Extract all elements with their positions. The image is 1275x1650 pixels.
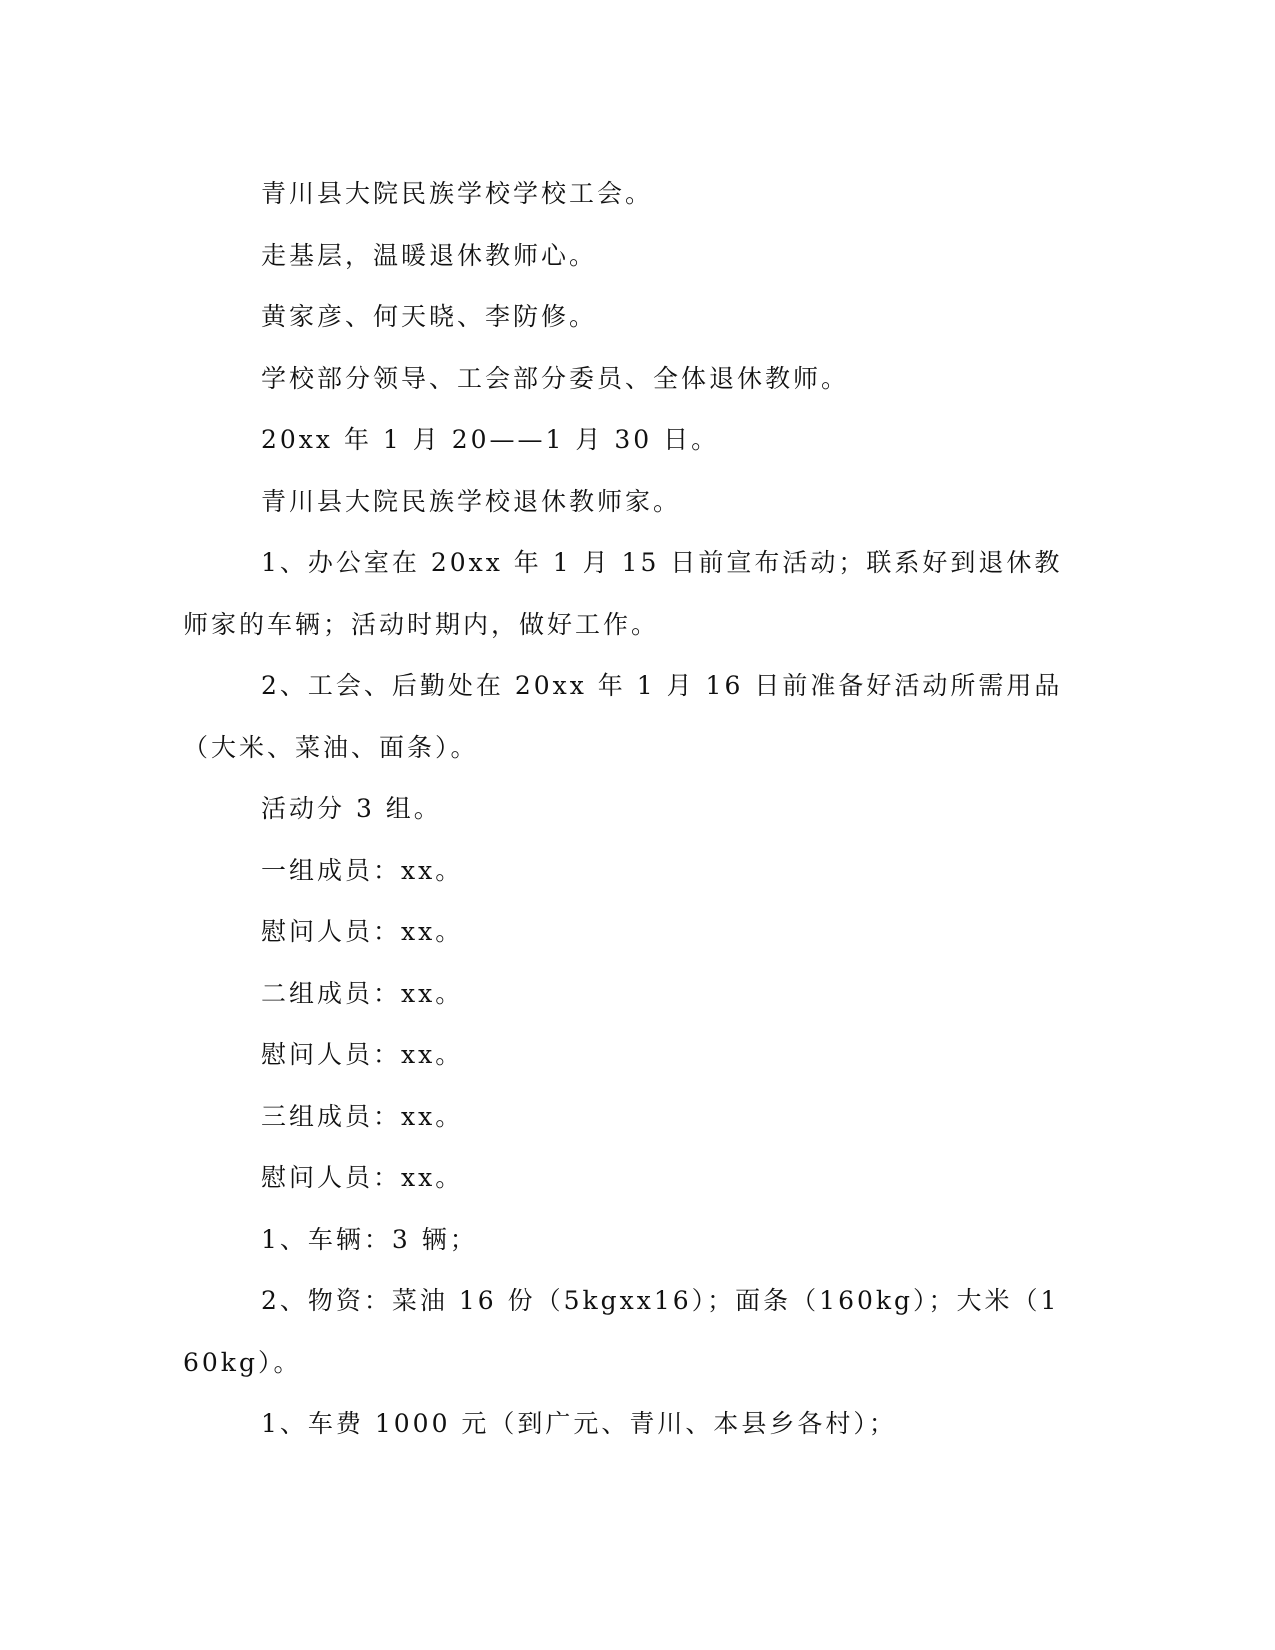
paragraph-group2-visitors: 慰问人员：xx。 <box>261 1040 464 1069</box>
paragraph-location: 青川县大院民族学校退休教师家。 <box>261 486 682 516</box>
paragraph-organizer: 青川县大院民族学校学校工会。 <box>261 179 654 208</box>
document-body <box>183 163 1063 1455</box>
paragraph-group3-visitors: 慰问人员：xx。 <box>261 1163 464 1192</box>
paragraph-leaders: 黄家彦、何天晓、李防修。 <box>261 302 598 331</box>
paragraph-groups: 活动分 3 组。 <box>261 794 442 823</box>
paragraph-group3-members: 三组成员：xx。 <box>261 1101 464 1131</box>
paragraph-date: 20xx 年 1 月 20——1 月 30 日。 <box>261 425 720 454</box>
paragraph-group1-members: 一组成员：xx。 <box>261 855 464 885</box>
paragraph-group1-visitors: 慰问人员：xx。 <box>261 917 464 946</box>
paragraph-union-task: 2、工会、后勤处在 20xx 年 1 月 16 日前准备好活动所需用品（大米、菜油、面条）。 <box>183 671 1063 762</box>
paragraph-office-task: 1、办公室在 20xx 年 1 月 15 日前宣布活动；联系好到退休教师家的车辆；活动时期内，做好工作。 <box>183 548 1063 639</box>
paragraph-vehicles: 1、车辆：3 辆； <box>261 1224 478 1254</box>
paragraph-participants: 学校部分领导、工会部分委员、全体退休教师。 <box>261 363 850 393</box>
paragraph-supplies: 2、物资：菜油 16 份（5kgxx16）；面条（160kg）；大米（160kg）。 <box>183 1286 1060 1377</box>
paragraph-group2-members: 二组成员：xx。 <box>261 978 464 1008</box>
paragraph-transport-cost: 1、车费 1000 元（到广元、青川、本县乡各村）； <box>261 1409 897 1438</box>
paragraph-theme: 走基层，温暖退休教师心。 <box>261 240 598 270</box>
